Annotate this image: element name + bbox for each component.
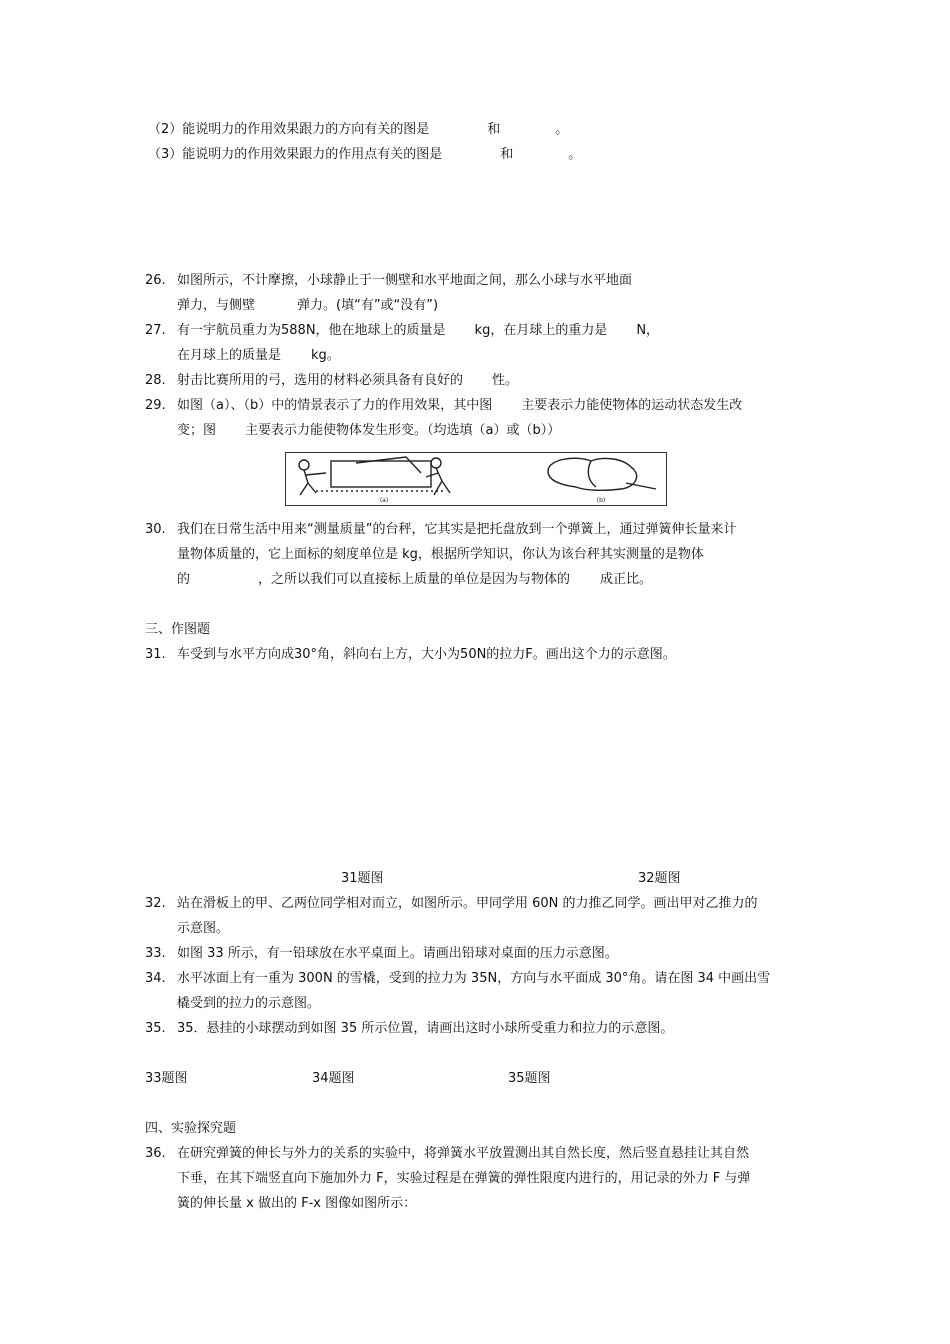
question-34-line1: 水平冰面上有一重为 300N 的雪橇，受到的拉力为 35N，方向与水平面成 30°角。请在图 34 中画出雪 xyxy=(177,971,771,986)
question-27-line2 xyxy=(177,347,340,365)
q-text: 在月球上的质量是 xyxy=(177,348,282,363)
question-29-line1 xyxy=(177,397,742,415)
q-text: 主要表示力能使物体的运动状态发生改 xyxy=(521,398,743,413)
section-title: 三、作图题 xyxy=(145,622,211,637)
question-30-line3 xyxy=(177,571,652,589)
question-number: 29. xyxy=(145,398,166,413)
panel-a-drawing xyxy=(299,457,450,495)
q-text: 性。 xyxy=(492,373,519,388)
section-title: 四、实验探究题 xyxy=(145,1121,237,1136)
figure-caption-34: 34题图 xyxy=(312,1071,355,1086)
question-number: 28. xyxy=(145,373,166,388)
q-text: 变；图 xyxy=(177,423,217,438)
q-text: 。 xyxy=(568,147,582,162)
question-number: 31. xyxy=(145,647,166,662)
question-2-sub2 xyxy=(148,121,568,139)
question-36-line1: 在研究弹簧的伸长与外力的关系的实验中，将弹簧水平放置测出其自然长度，然后竖直悬挂让其自然 xyxy=(177,1146,750,1161)
q-text: 如图（a）、（b）中的情景表示了力的作用效果，其中图 xyxy=(177,398,493,413)
question-number: 34. xyxy=(145,971,166,986)
question-number: 27. xyxy=(145,323,166,338)
q-text: 成正比。 xyxy=(600,572,653,587)
q-text: 弹力。(填“有”或“没有”) xyxy=(297,298,439,313)
q-text: 的 xyxy=(177,572,191,587)
question-30-line2: 量物体质量的，它上面标的刻度单位是 kg，根据所学知识，你认为该台秤其实测量的是物体 xyxy=(177,547,704,562)
fig-label-a: (a) xyxy=(379,497,389,504)
question-32-line2: 示意图。 xyxy=(177,921,230,936)
question-36-line2: 下垂，在其下端竖直向下施加外力 F，实验过程是在弹簧的弹性限度内进行的，用记录的外力 F 与弹 xyxy=(177,1171,751,1186)
question-30-line1: 我们在日常生活中用来“测量质量”的台秤，它其实是把托盘放到一个弹簧上，通过弹簧伸长量来计 xyxy=(177,522,737,537)
question-33-line1: 如图 33 所示，有一铅球放在水平桌面上。请画出铅球对桌面的压力示意图。 xyxy=(177,946,618,961)
panel-b-drawing xyxy=(548,458,656,490)
question-31-line1: 车受到与水平方向成30°角，斜向右上方，大小为50N的拉力F。画出这个力的示意图。 xyxy=(177,647,676,662)
question-number: 26. xyxy=(145,273,166,288)
figure-caption-31: 31题图 xyxy=(341,871,384,886)
question-28-line1 xyxy=(177,372,518,390)
question-32-line1: 站在滑板上的甲、乙两位同学相对而立，如图所示。甲同学用 60N 的力推乙同学。画出甲对乙推力的 xyxy=(177,896,758,911)
fig-label-b: (b) xyxy=(596,497,606,504)
figure-caption-32: 32题图 xyxy=(638,871,681,886)
question-number: 32. xyxy=(145,896,166,911)
q-text: N， xyxy=(636,323,660,338)
q-text: 和 xyxy=(500,147,514,162)
force-effects-illustration xyxy=(286,453,666,505)
question-2-sub3 xyxy=(148,146,581,164)
question-number: 30. xyxy=(145,522,166,537)
figure-caption-33: 33题图 xyxy=(145,1071,188,1086)
q-text: ，之所以我们可以直接标上质量的单位是因为与物体的 xyxy=(258,572,571,587)
q-text: 弹力，与侧壁 xyxy=(177,298,256,313)
q-text: kg，在月球上的重力是 xyxy=(474,323,608,338)
q-text: kg。 xyxy=(311,348,340,363)
question-36-line3: 簧的伸长量 x 做出的 F-x 图像如图所示： xyxy=(177,1196,417,1211)
q-text: 和 xyxy=(487,122,501,137)
question-26-line2 xyxy=(177,297,438,315)
q-text: （3）能说明力的作用效果跟力的作用点有关的图是 xyxy=(148,147,443,162)
question-number: 35. xyxy=(145,1021,166,1036)
question-35-line1: 35．悬挂的小球摆动到如图 35 所示位置，请画出这时小球所受重力和拉力的示意图。 xyxy=(177,1021,674,1036)
q-text: 主要表示力能使物体发生形变。（均选填（a）或（b）） xyxy=(245,423,561,438)
q-text: （2）能说明力的作用效果跟力的方向有关的图是 xyxy=(148,122,430,137)
question-34-line2: 橇受到的拉力的示意图。 xyxy=(177,996,321,1011)
question-number: 36. xyxy=(145,1146,166,1161)
question-number: 33. xyxy=(145,946,166,961)
question-26-line1: 如图所示，不计摩擦，小球静止于一侧壁和水平地面之间，那么小球与水平地面 xyxy=(177,273,633,288)
q-text: 有一宇航员重力为588N，他在地球上的质量是 xyxy=(177,323,446,338)
figure-caption-35: 35题图 xyxy=(508,1071,551,1086)
question-29-line2 xyxy=(177,422,560,440)
question-27-line1 xyxy=(177,322,659,340)
q-text: 射击比赛所用的弓，选用的材料必须具备有良好的 xyxy=(177,373,464,388)
q-text: 。 xyxy=(555,122,569,137)
figure-force-effects xyxy=(285,452,667,506)
